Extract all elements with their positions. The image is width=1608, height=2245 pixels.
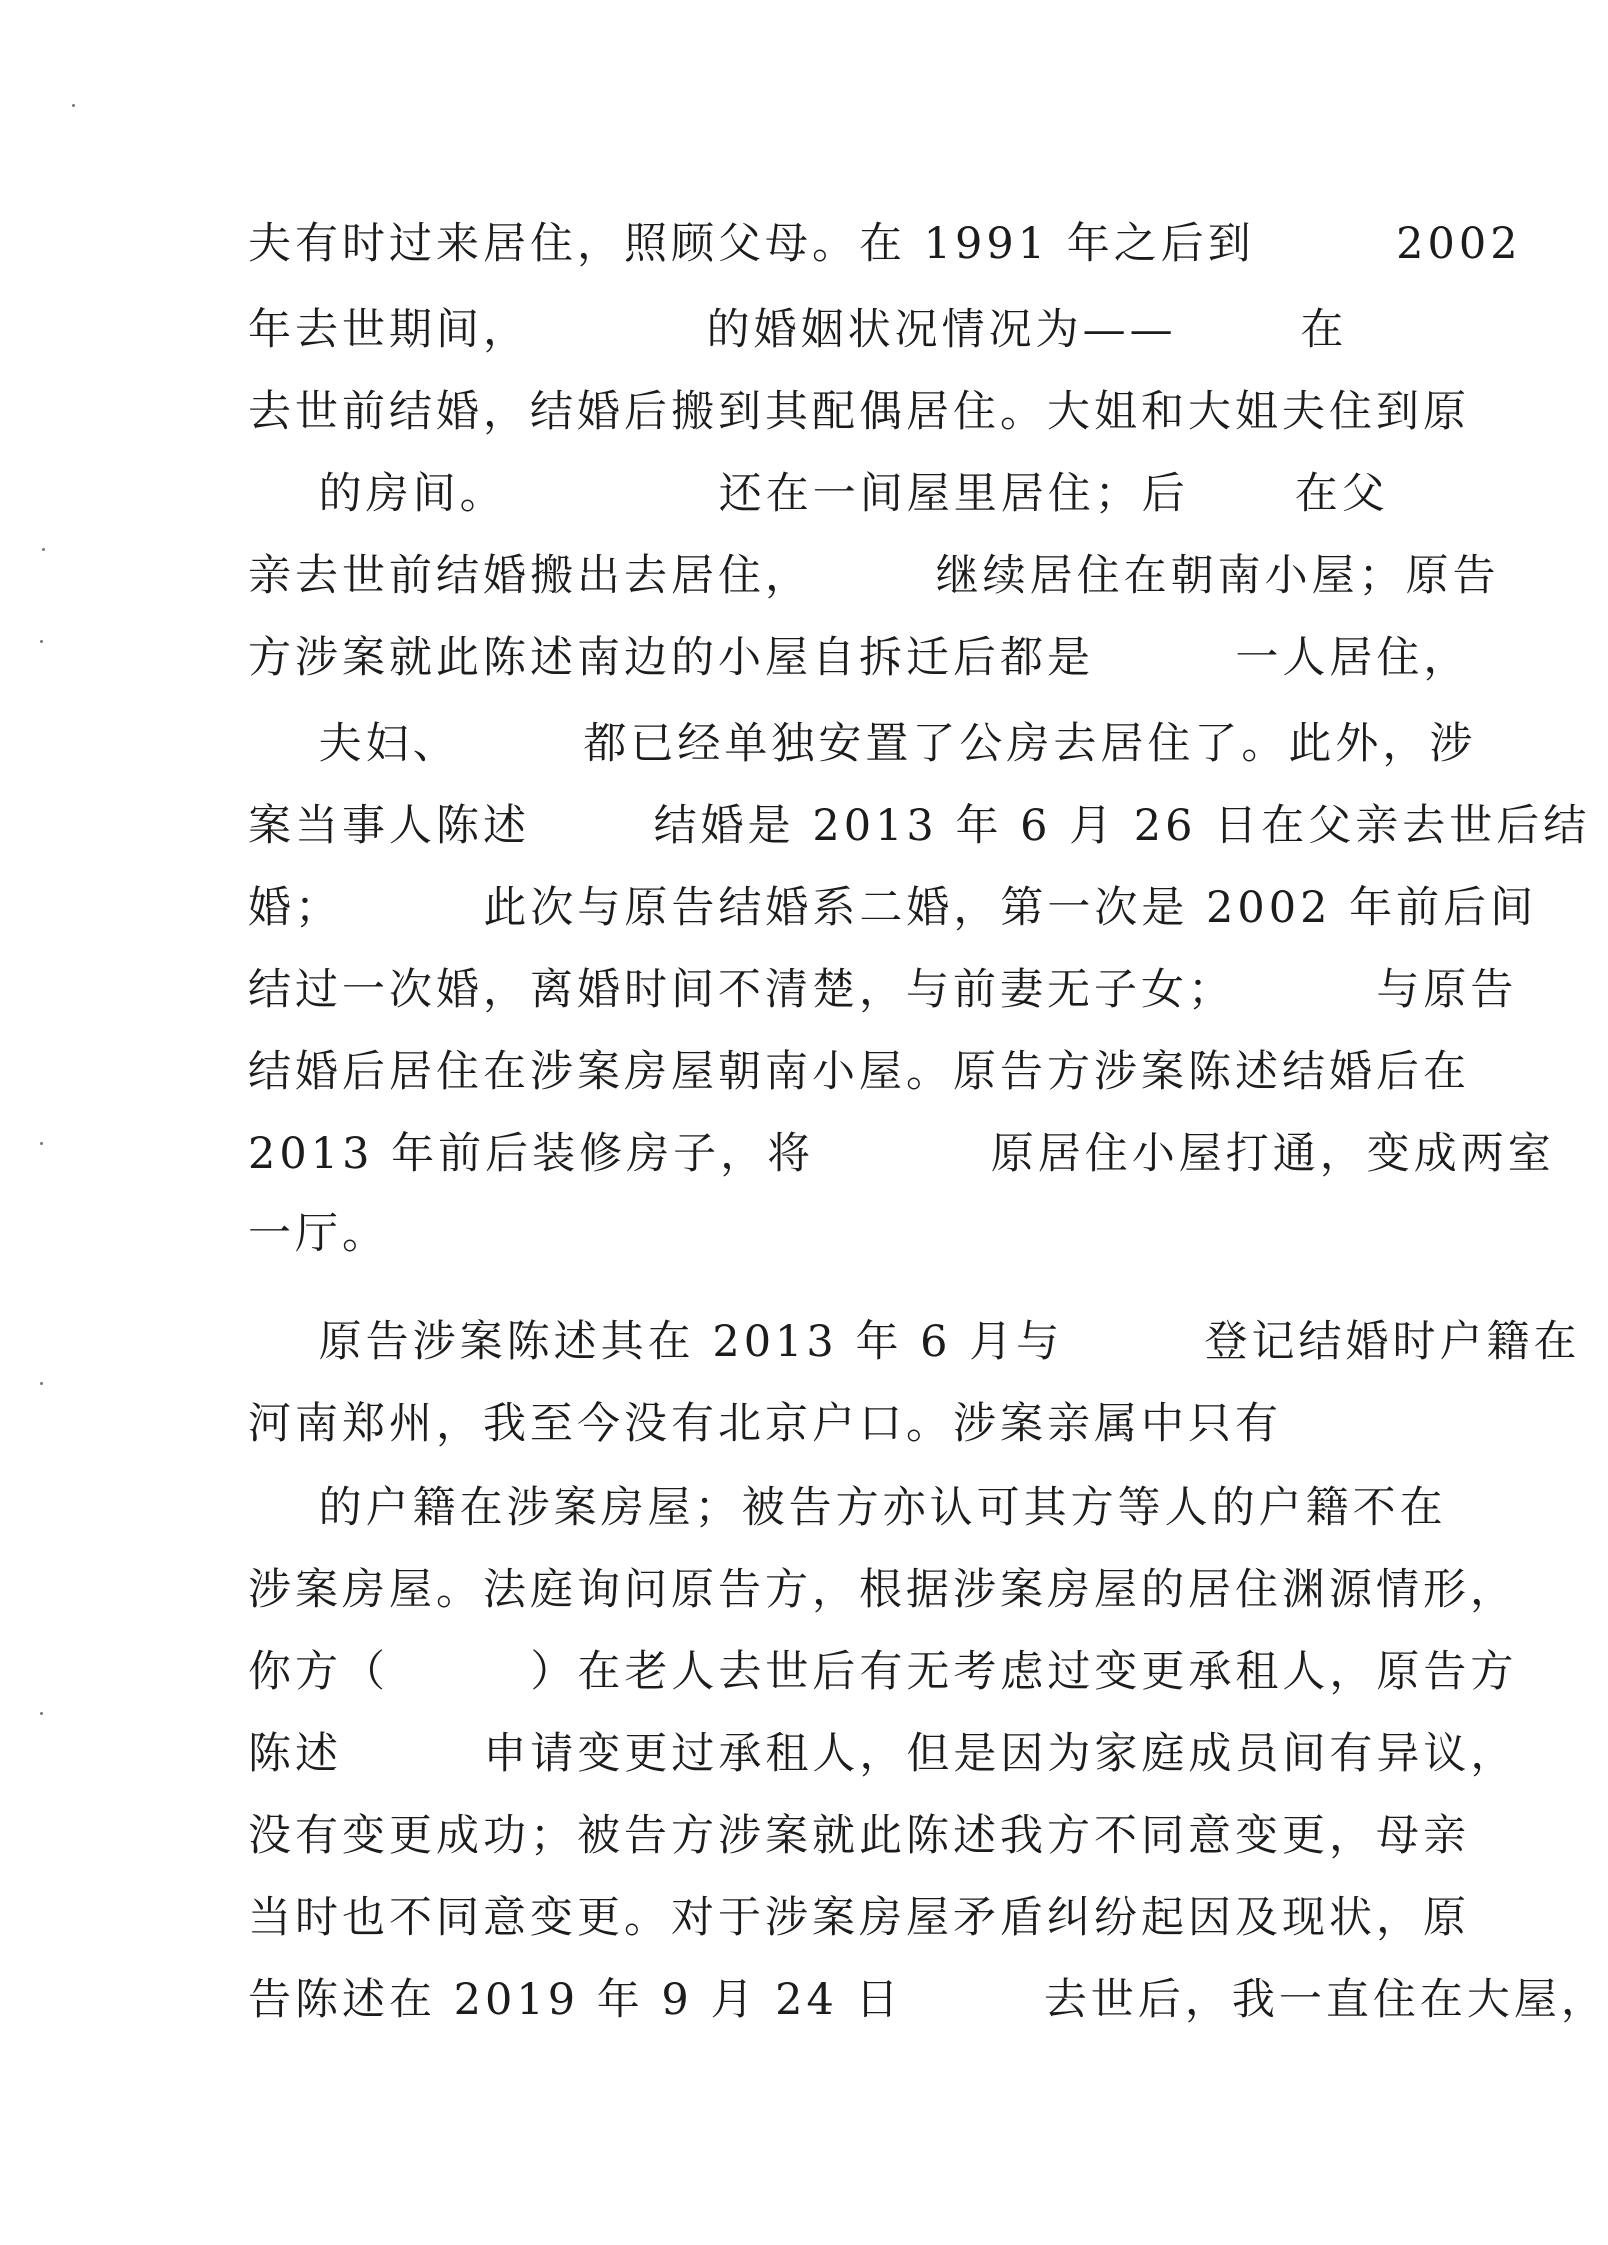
scan-speck bbox=[72, 104, 75, 107]
text-line: 没有变更成功；被告方涉案就此陈述我方不同意变更，母亲 bbox=[248, 1811, 1470, 1861]
text-line: 当时也不同意变更。对于涉案房屋矛盾纠纷起因及现状，原 bbox=[248, 1893, 1470, 1943]
text-line: 夫妇、 都已经单独安置了公房去居住了。此外，涉 bbox=[248, 719, 1477, 769]
text-line: 你方（ ）在老人去世后有无考虑过变更承租人，原告方 bbox=[248, 1647, 1518, 1697]
scan-speck bbox=[42, 548, 45, 551]
text-line: 原告涉案陈述其在 2013 年 6 月与 登记结婚时户籍在 bbox=[248, 1317, 1581, 1367]
text-line: 亲去世前结婚搬出去居住， 继续居住在朝南小屋；原告 bbox=[248, 551, 1500, 601]
text-line: 夫有时过来居住，照顾父母。在 1991 年之后到 2002 bbox=[248, 219, 1522, 269]
text-line: 年去世期间， 的婚姻状况情况为—— 在 bbox=[248, 305, 1348, 355]
text-line: 案当事人陈述 结婚是 2013 年 6 月 26 日在父亲去世后结 bbox=[248, 801, 1591, 851]
text-line: 一厅。 bbox=[248, 1209, 389, 1259]
text-line: 陈述 申请变更过承租人，但是因为家庭成员间有异议， bbox=[248, 1729, 1518, 1779]
scan-speck bbox=[40, 1712, 43, 1715]
text-line: 去世前结婚，结婚后搬到其配偶居住。大姐和大姐夫住到原 bbox=[248, 387, 1470, 437]
text-line: 涉案房屋。法庭询问原告方，根据涉案房屋的居住渊源情形， bbox=[248, 1565, 1517, 1615]
scan-speck bbox=[40, 1142, 43, 1145]
text-line: 河南郑州，我至今没有北京户口。涉案亲属中只有 bbox=[248, 1399, 1282, 1449]
text-line: 告陈述在 2019 年 9 月 24 日 去世后，我一直住在大屋， bbox=[248, 1975, 1608, 2025]
text-line: 2013 年前后装修房子，将 原居住小屋打通，变成两室 bbox=[248, 1129, 1555, 1179]
text-line: 方涉案就此陈述南边的小屋自拆迁后都是 一人居住， bbox=[248, 633, 1471, 683]
scan-speck bbox=[40, 640, 43, 643]
text-line: 的户籍在涉案房屋；被告方亦认可其方等人的户籍不在 bbox=[248, 1483, 1447, 1533]
text-line: 结婚后居住在涉案房屋朝南小屋。原告方涉案陈述结婚后在 bbox=[248, 1047, 1470, 1097]
scan-speck bbox=[40, 1382, 43, 1385]
text-line: 结过一次婚，离婚时间不清楚，与前妻无子女； 与原告 bbox=[248, 965, 1518, 1015]
text-line: 的房间。 还在一间屋里居住；后 在父 bbox=[248, 469, 1389, 519]
text-line: 婚； 此次与原告结婚系二婚，第一次是 2002 年前后间 bbox=[248, 883, 1538, 933]
